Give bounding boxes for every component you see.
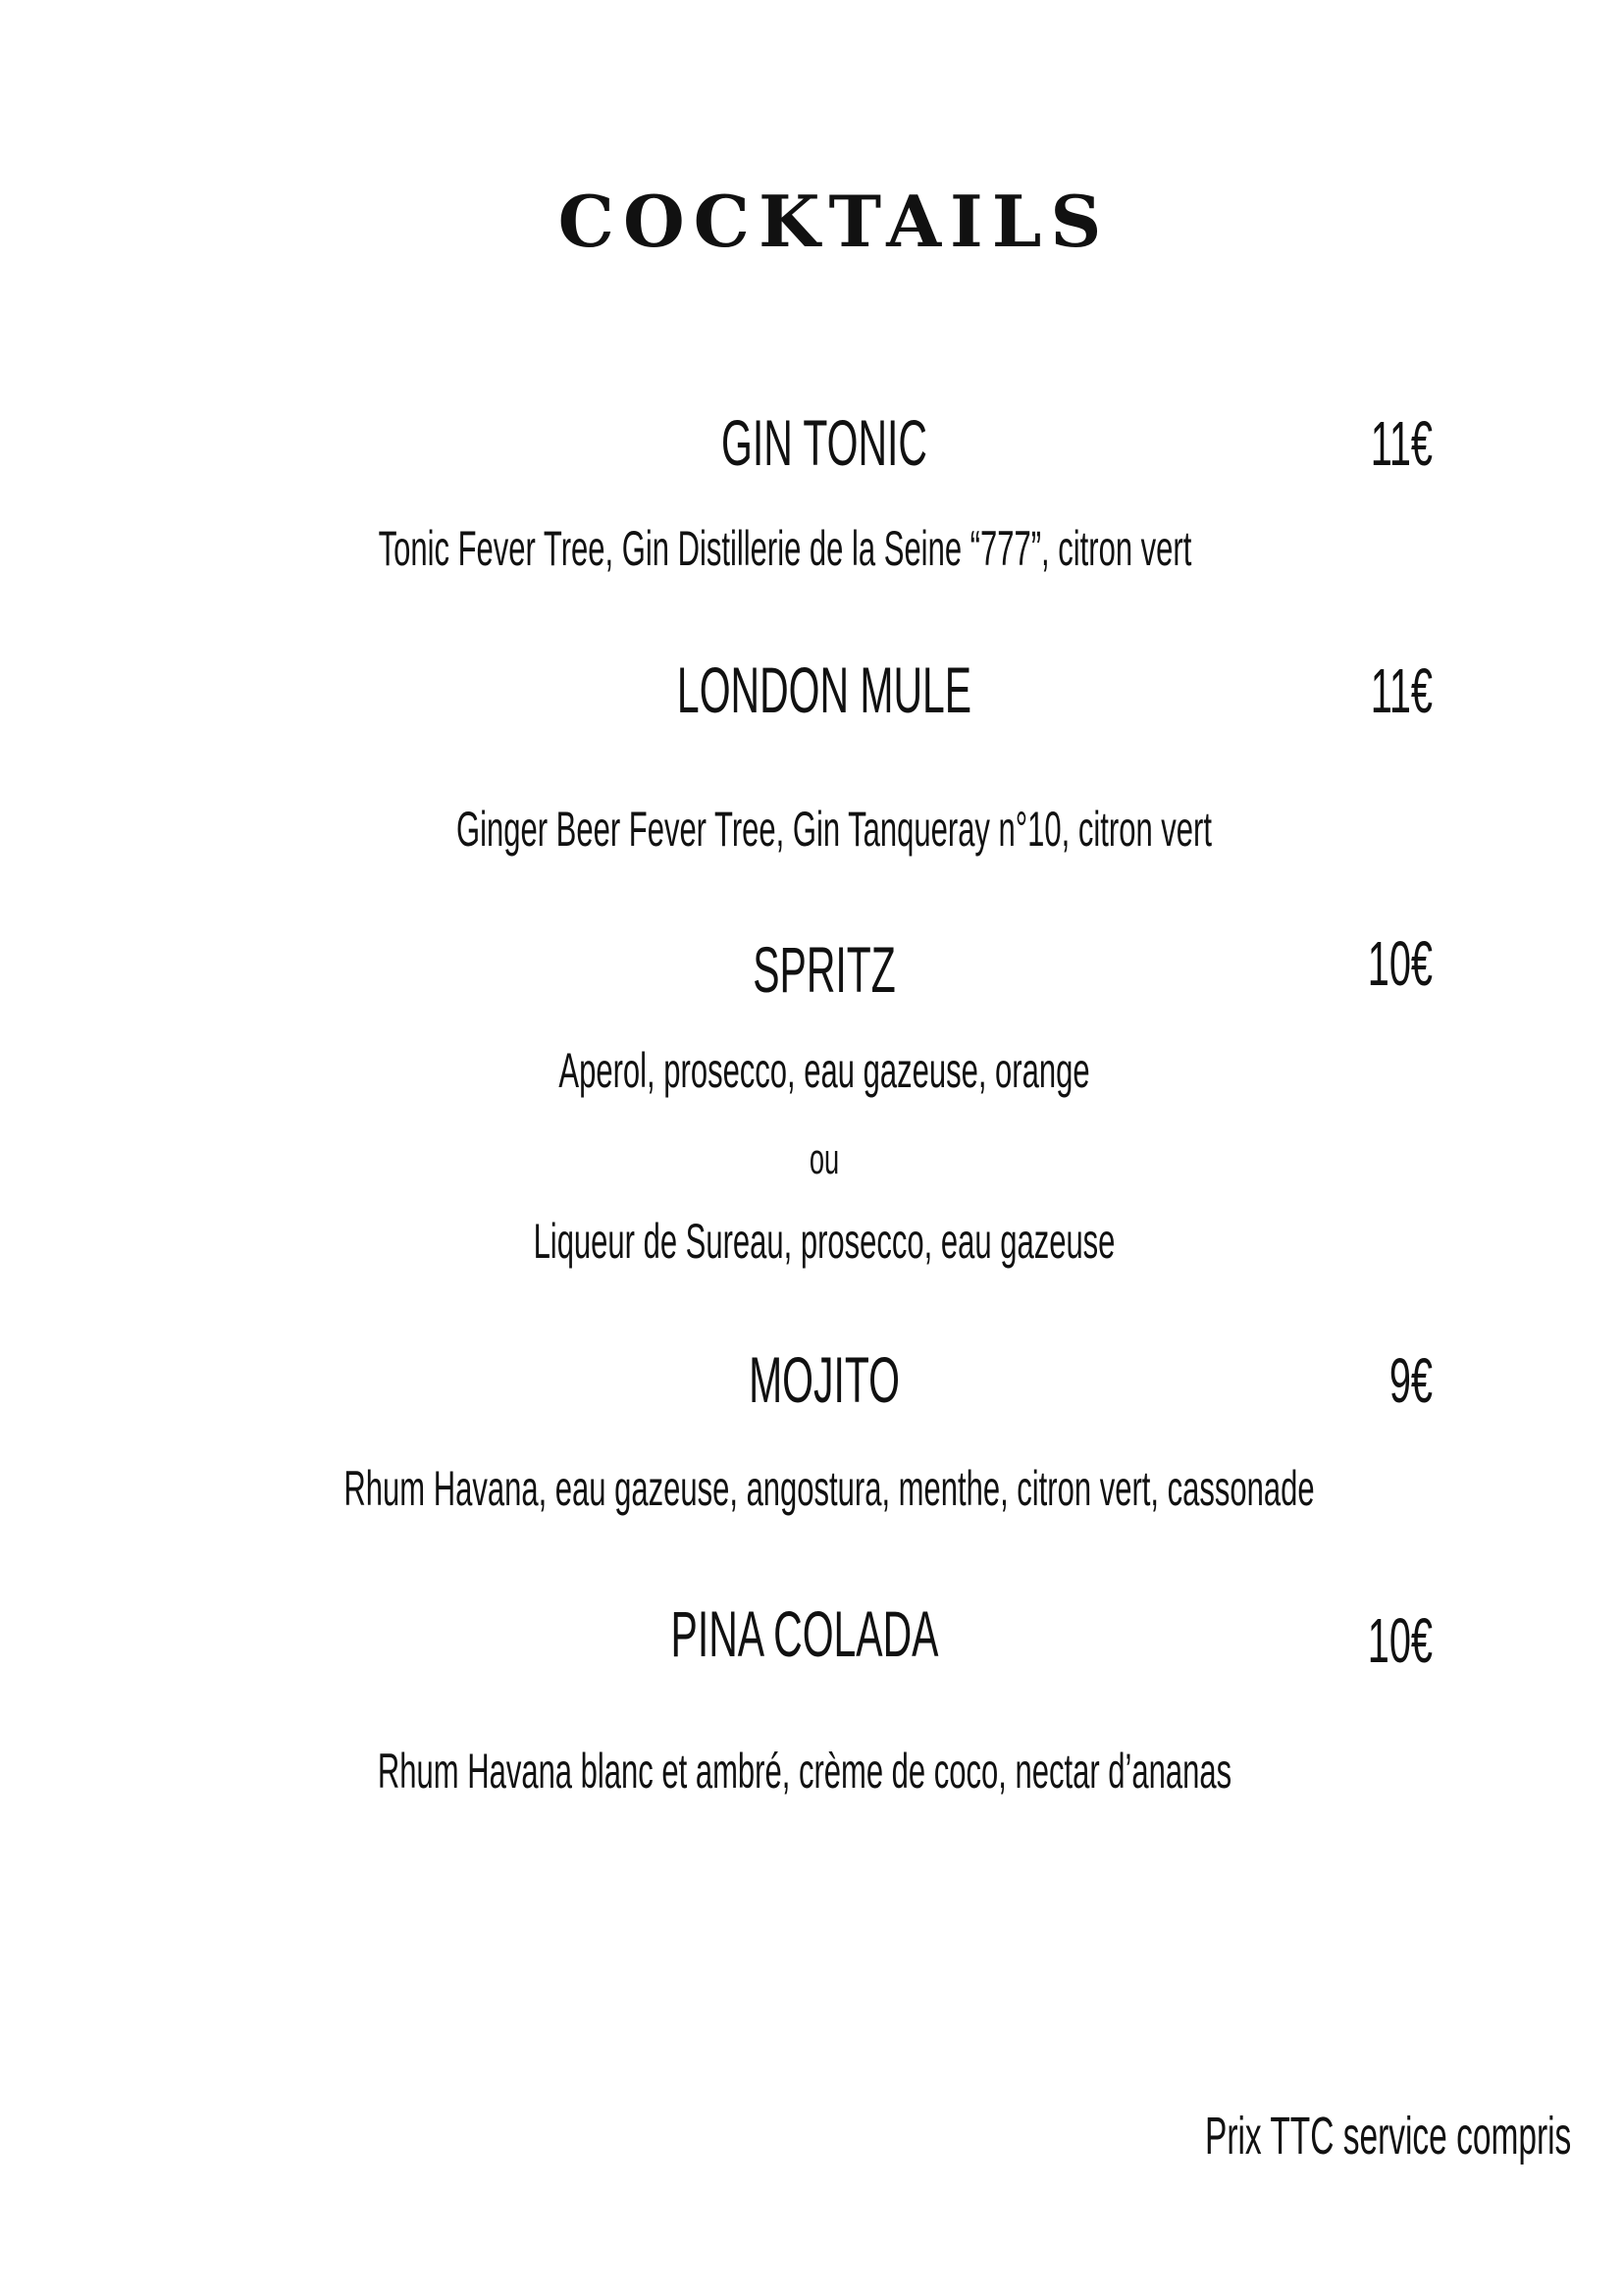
- cocktail-description: Ginger Beer Fever Tree, Gin Tanqueray n°10, citron vert: [456, 802, 1212, 857]
- cocktail-name: PINA COLADA: [670, 1597, 939, 1670]
- cocktail-price: 9€: [1388, 1345, 1433, 1416]
- cocktail-description: Rhum Havana, eau gazeuse, angostura, menthe, citron vert, cassonade: [343, 1461, 1315, 1516]
- description-separator: ou: [809, 1135, 840, 1183]
- cocktail-description: Rhum Havana blanc et ambré, crème de coco, nectar d’ananas: [377, 1744, 1232, 1799]
- cocktail-price: 11€: [1370, 408, 1433, 479]
- cocktail-description: Aperol, prosecco, eau gazeuse, orange: [558, 1043, 1090, 1098]
- cocktail-name: LONDON MULE: [676, 653, 972, 726]
- cocktail-name: MOJITO: [749, 1343, 900, 1416]
- cocktail-description: Tonic Fever Tree, Gin Distillerie de la Seine “777”, citron vert: [378, 521, 1192, 576]
- price-note: Prix TTC service compris: [1205, 2107, 1572, 2166]
- cocktail-name: SPRITZ: [753, 933, 896, 1006]
- menu-title: COCKTAILS: [557, 180, 1111, 263]
- cocktail-name: GIN TONIC: [721, 406, 927, 479]
- cocktail-price: 11€: [1370, 655, 1433, 726]
- cocktail-description-alt: Liqueur de Sureau, prosecco, eau gazeuse: [533, 1214, 1116, 1269]
- cocktail-price: 10€: [1367, 1605, 1433, 1676]
- cocktail-price: 10€: [1367, 928, 1433, 999]
